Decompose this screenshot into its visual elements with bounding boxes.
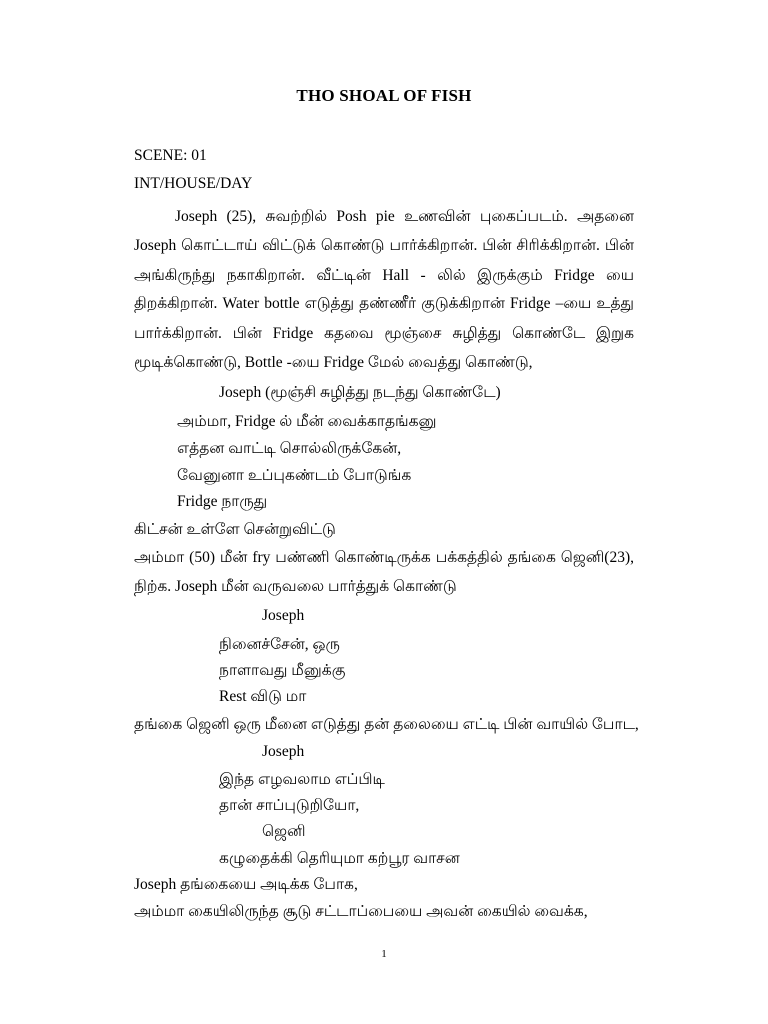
dialogue-line: அம்மா, Fridge ல் மீன் வைக்காதங்கனு: [177, 413, 437, 430]
action-line: அங்கிருந்து நகாகிறான். வீட்டின் Hall - லில் இருக்கும் Fridge யை: [134, 267, 634, 284]
dialogue-line: இந்த எழவலாம எப்பிடி: [219, 771, 385, 788]
action-line: Joseph கொட்டாய் விட்டுக் கொண்டு பார்க்கிறான். பின் சிரிக்கிறான். பின்: [134, 237, 634, 254]
dialogue-line: எத்தன வாட்டி சொல்லிருக்கேன்,: [177, 440, 402, 457]
action-line: பார்க்கிறான். பின் Fridge கதவை மூஞ்சை சுழித்து கொண்டே இறுக: [134, 325, 634, 342]
action-line: மூடிக்கொண்டு, Bottle -யை Fridge மேல் வைத்து கொண்டு,: [134, 354, 533, 371]
action-line: நிற்க. Joseph மீன் வருவலை பார்த்துக் கொண்டு: [134, 578, 457, 595]
action-line: அம்மா (50) மீன் fry பண்ணி கொண்டிருக்க பக்கத்தில் தங்கை ஜெனி(23),: [134, 549, 634, 566]
character-name: Joseph (மூஞ்சி சுழித்து நடந்து கொண்டே): [219, 384, 501, 401]
dialogue-line: கழுதைக்கி தெரியுமா கற்பூர வாசன: [219, 850, 460, 867]
character-name: ஜெனி: [262, 823, 306, 840]
action-line: தங்கை ஜெனி ஒரு மீனை எடுத்து தன் தலையை எட்டி பின் வாயில் போட,: [134, 716, 639, 733]
dialogue-line: Rest விடு மா: [219, 688, 307, 705]
scene-location: INT/HOUSE/DAY: [134, 175, 253, 192]
dialogue-line: தான் சாப்புடுறியோ,: [219, 797, 360, 814]
action-line: திறக்கிறான். Water bottle எடுத்து தண்ணீர் குடுக்கிறான் Fridge –யை உத்து: [134, 295, 634, 312]
action-line: கிட்சன் உள்ளே சென்றுவிட்டு: [134, 521, 336, 538]
dialogue-line: நினைச்சேன், ஒரு: [219, 636, 340, 653]
action-line: Joseph தங்கையை அடிக்க போக,: [134, 876, 358, 893]
character-name: Joseph: [262, 607, 305, 624]
action-line: Joseph (25), சுவற்றில் Posh pie உணவின் புகைப்படம். அதனை: [175, 208, 634, 225]
scene-heading: SCENE: 01: [134, 147, 207, 164]
dialogue-line: நாளாவது மீனுக்கு: [219, 662, 346, 679]
action-line: அம்மா கையிலிருந்த சூடு சட்டாப்பையை அவன் கையில் வைக்க,: [134, 903, 588, 920]
character-name: Joseph: [262, 743, 305, 760]
page-title: THO SHOAL OF FISH: [296, 86, 472, 105]
dialogue-line: வேனுனா உப்புகண்டம் போடுங்க: [177, 467, 412, 484]
page-number: 1: [381, 948, 387, 960]
dialogue-line: Fridge நாருது: [177, 493, 268, 510]
